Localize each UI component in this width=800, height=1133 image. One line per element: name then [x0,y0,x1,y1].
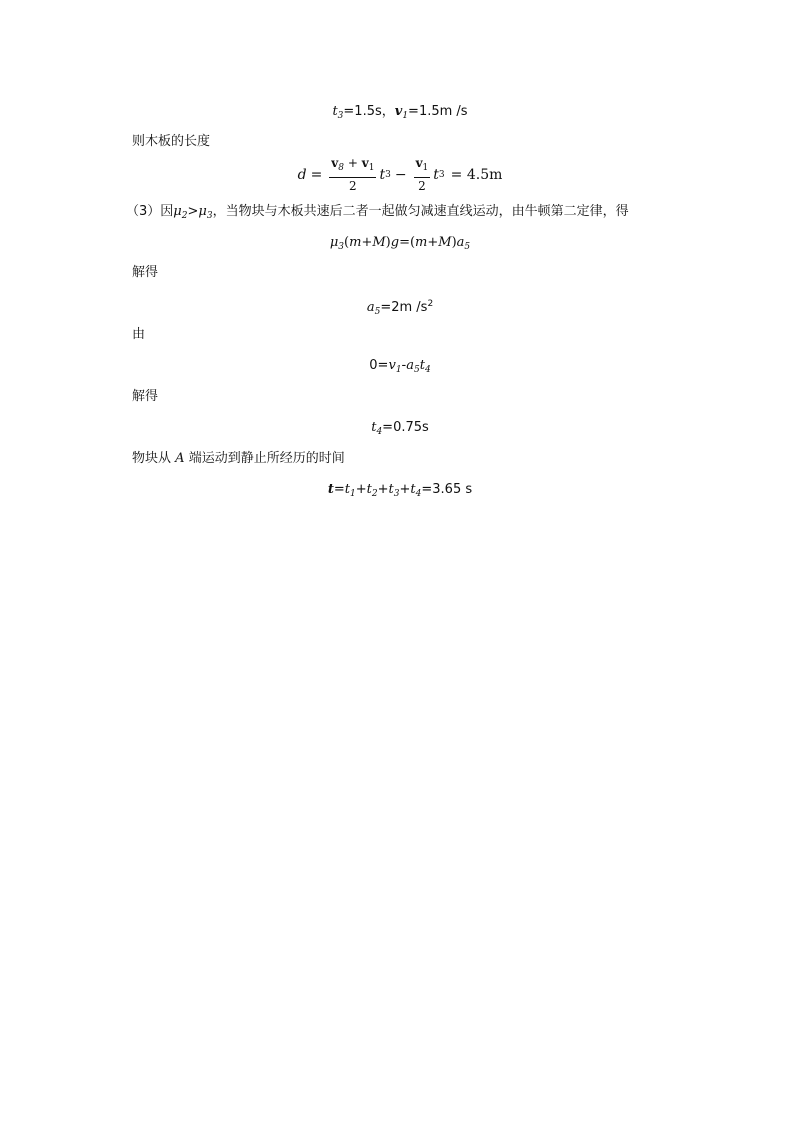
var-t: t [388,482,394,497]
var-t: t [344,482,351,497]
subscript: 4 [376,427,383,437]
minus-sign: − [394,167,407,183]
subscript: 1 [422,163,429,173]
text-from: 由 [132,327,146,342]
var-t: t [419,358,425,373]
var-v: v [415,156,423,170]
equation-a5 [0,295,800,321]
var-mu: μ [173,204,182,219]
var-M: M [438,235,452,250]
equals-sign: = [333,482,345,497]
subscript: 3 [385,170,391,180]
equals-sign: = [310,167,323,183]
result-text: = 4.5m [450,167,503,183]
subscript: 2 [181,211,188,221]
equals-sign: =( [399,235,416,250]
var-t: t [366,482,372,497]
superscript: 2 [427,299,434,309]
fraction-denominator: 2 [349,179,357,193]
plus-sign: + [377,482,389,497]
subscript: 1 [350,489,356,499]
fraction-numerator [329,156,376,178]
equation-t3-v1 [0,103,800,125]
text-total-time [132,450,345,468]
subscript: 2 [371,489,378,499]
var-t: t [410,482,416,497]
text-solve: 解得 [132,265,159,280]
var-v: v [331,156,339,170]
var-t: t [371,420,377,435]
subscript: 3 [438,170,445,180]
paren: ) [385,235,391,250]
var-t: t [379,167,386,183]
plus-sign: + [427,235,439,250]
var-v: v [388,358,396,373]
subscript: 5 [464,242,471,252]
var-m: m [415,235,428,250]
var-v: v [361,156,369,170]
var-mu: μ [329,235,339,250]
equation-total-t [0,481,800,503]
minus-sign: - [401,358,407,373]
var-t: t [332,104,338,119]
subscript: 5 [374,307,381,317]
var-t: t [433,167,439,183]
value-text: =1.5m /s [408,104,468,119]
fraction-numerator [414,156,431,178]
equation-newton [0,234,800,256]
text-board-length: 则木板的长度 [132,134,211,149]
text-body: 端运动到静止所经历的时间 [188,451,345,466]
text-solve: 解得 [132,389,159,404]
text-prefix: 物块从 [132,451,172,466]
value-text: =2m /s [380,300,428,315]
var-d: d [297,167,307,183]
text-prefix: （3）因 [126,204,174,219]
var-A: A [175,451,185,466]
subscript: 1 [368,163,375,173]
subscript: 4 [415,489,422,499]
var-v: v [394,104,403,119]
var-mu: μ [198,204,207,219]
subscript: 1 [402,111,409,121]
subscript: 1 [395,365,402,375]
paren: ) [451,235,457,250]
subscript: 5 [414,365,420,375]
value-text: =0.75s [382,420,429,435]
plus-sign: + [361,235,373,250]
fraction-denominator: 2 [418,179,426,193]
greater-than-sign: > [187,204,199,219]
equation-t4 [0,419,800,441]
var-g: g [390,235,400,250]
var-t: t [327,482,334,497]
value-text: =3.65 s [421,482,473,497]
text-step-3 [126,203,629,225]
var-a: a [406,358,415,373]
fraction-1 [329,156,376,194]
var-a: a [366,300,375,315]
value-text: =1.5s， [343,104,395,119]
subscript: 4 [424,365,431,375]
paren: ( [344,235,350,250]
subscript: 3 [338,242,345,252]
var-m: m [349,235,362,250]
var-M: M [372,235,386,250]
subscript: 3 [206,211,213,221]
plus-sign: + [399,482,411,497]
equation-length-d [0,157,800,193]
plus-sign: + [355,482,367,497]
value-text: 0= [369,358,389,373]
plus-sign: + [347,156,358,170]
subscript: 8 [338,163,345,173]
fraction-2 [414,156,431,194]
equation-zero [0,357,800,379]
subscript: 3 [337,111,344,121]
var-a: a [456,235,465,250]
text-body: ，当物块与木板共速后二者一起做匀减速直线运动，由牛顿第二定律，得 [212,204,629,219]
subscript: 3 [393,489,400,499]
